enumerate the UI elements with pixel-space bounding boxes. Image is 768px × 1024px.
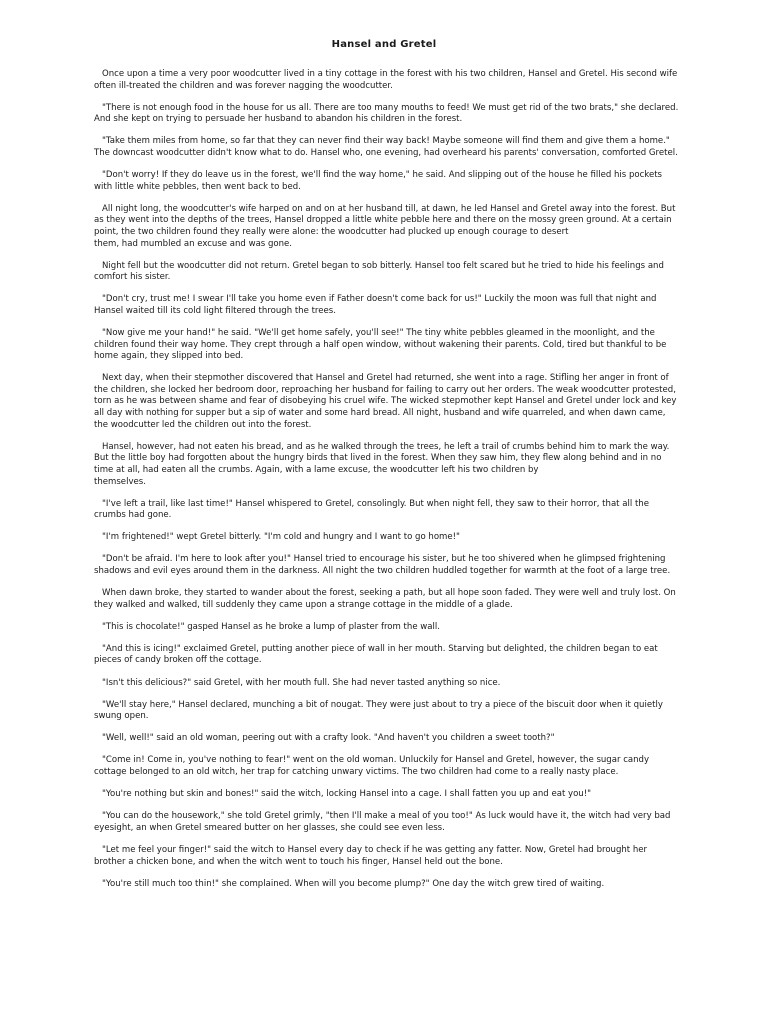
- paragraph: "Don't worry! If they do leave us in the forest, we'll find the way home," he said. And slipping out of the house he filled his pockets with little white pebbles, then went back to bed.: [94, 170, 663, 192]
- paragraph: "You can do the housework," she told Gretel grimly, "then I'll make a meal of you too!" As luck would have it, the witch had very bad eyesight, an when Gretel smeared butter on her glasses, she could see even less.: [94, 811, 671, 833]
- paragraph: "And this is icing!" exclaimed Gretel, putting another piece of wall in her mouth. Starving but delighted, the children began to eat pieces of candy broken off the cottage.: [94, 643, 658, 666]
- paragraph: Hansel, however, had not eaten his bread, and as he walked through the trees, he left a trail of crumbs behind him to mark the way. But the little boy had forgotten about the hungry birds that lived in the forest. When they saw him, they flew along behind and in no time at all, had eaten all the crumbs. Again, with a lame excuse, the woodcutter left his two children by themselves.: [94, 441, 670, 487]
- paragraph: "You're still much too thin!" she complained. When will you become plump?" One day the witch grew tired of waiting.: [102, 878, 605, 889]
- paragraph: Once upon a time a very poor woodcutter lived in a tiny cottage in the forest with his two children, Hansel and Gretel. His second wife often ill-treated the children and was forever nagging the woodcutter.: [94, 69, 678, 91]
- story-body: [94, 69, 680, 901]
- paragraph: "Take them miles from home, so far that they can never find their way back! Maybe someone will find them and give them a home." The downcast woodcutter didn't know what to do. Hansel who, one evening, had overheard his parents' conversation, comforted Gretel.: [94, 136, 678, 158]
- paragraph: "You're nothing but skin and bones!" said the witch, locking Hansel into a cage. I shall fatten you up and eat you!": [102, 789, 592, 800]
- paragraph: "We'll stay here," Hansel declared, munching a bit of nougat. They were just about to try a piece of the biscuit door when it quietly swung open.: [94, 699, 663, 722]
- paragraph: Next day, when their stepmother discovered that Hansel and Gretel had returned, she went into a rage. Stifling her anger in front of the children, she locked her bedroom door, reproaching her husband for failing to carry out her orders. The weak woodcutter protested, torn as he was between shame and fear of disobeying his cruel wife. The wicked stepmother kept Hansel and Gretel under lock and key all day with nothing for supper but a sip of water and some hard bread. All night, husband and wife quarreled, and when dawn came, the woodcutter led the children out into the forest.: [94, 373, 677, 430]
- paragraph: "This is chocolate!" gasped Hansel as he broke a lump of plaster from the wall.: [102, 621, 440, 632]
- paragraph: "Don't be afraid. I'm here to look after you!" Hansel tried to encourage his sister, but he too shivered when he glimpsed frightening shadows and evil eyes around them in the darkness. All night the two children huddled together for warmth at the foot of a large tree.: [94, 554, 671, 576]
- paragraph: Night fell but the woodcutter did not return. Gretel began to sob bitterly. Hansel too felt scared but he tried to hide his feelings and comfort his sister.: [94, 260, 664, 283]
- paragraph: "Don't cry, trust me! I swear I'll take you home even if Father doesn't come back for us!" Luckily the moon was full that night and Hansel waited till its cold light filtered through the trees.: [94, 294, 657, 316]
- document-title: Hansel and Gretel: [331, 39, 437, 50]
- paragraph: "Come in! Come in, you've nothing to fear!" went on the old woman. Unluckily for Hansel and Gretel, however, the sugar candy cottage belonged to an old witch, her trap for catching unwary victims. The two children had come to a really nasty place.: [94, 755, 650, 778]
- paragraph: "I've left a trail, like last time!" Hansel whispered to Gretel, consolingly. But when night fell, they saw to their horror, that all the crumbs had gone.: [94, 498, 649, 521]
- paragraph: When dawn broke, they started to wander about the forest, seeking a path, but all hope soon faded. They were well and truly lost. On they walked and walked, till suddenly they came upon a strange cottage in the middle of a glade.: [94, 588, 676, 610]
- paragraph: "Let me feel your finger!" said the witch to Hansel every day to check if he was getting any fatter. Now, Gretel had brought her brother a chicken bone, and when the witch went to touch his finger, Hansel held out the bone.: [94, 844, 648, 867]
- paragraph: "Well, well!" said an old woman, peering out with a crafty look. "And haven't you children a sweet tooth?": [102, 733, 555, 744]
- paragraph: "I'm frightened!" wept Gretel bitterly. "I'm cold and hungry and I want to go home!": [102, 532, 460, 543]
- paragraph: "Isn't this delicious?" said Gretel, with her mouth full. She had never tasted anything so nice.: [102, 677, 501, 688]
- paragraph: "There is not enough food in the house for us all. There are too many mouths to feed! We must get rid of the two brats," she declared. And she kept on trying to persuade her husband to abandon his children in the forest.: [94, 102, 679, 125]
- paragraph: "Now give me your hand!" he said. "We'll get home safely, you'll see!" The tiny white pebbles gleamed in the moonlight, and the children found their way home. They crept through a half open window, without wakening their parents. Cold, tired but thankful to be home again, they slipped into bed.: [94, 328, 667, 362]
- paragraph: All night long, the woodcutter's wife harped on and on at her husband till, at dawn, he led Hansel and Gretel away into the forest. But as they went into the depths of the trees, Hansel dropped a little white pebble here and there on the mossy green ground. At a certain point, the two children found they really were alone: the woodcutter had plucked up enough courage to desert them, had mumbled an excuse and was gone.: [94, 203, 676, 249]
